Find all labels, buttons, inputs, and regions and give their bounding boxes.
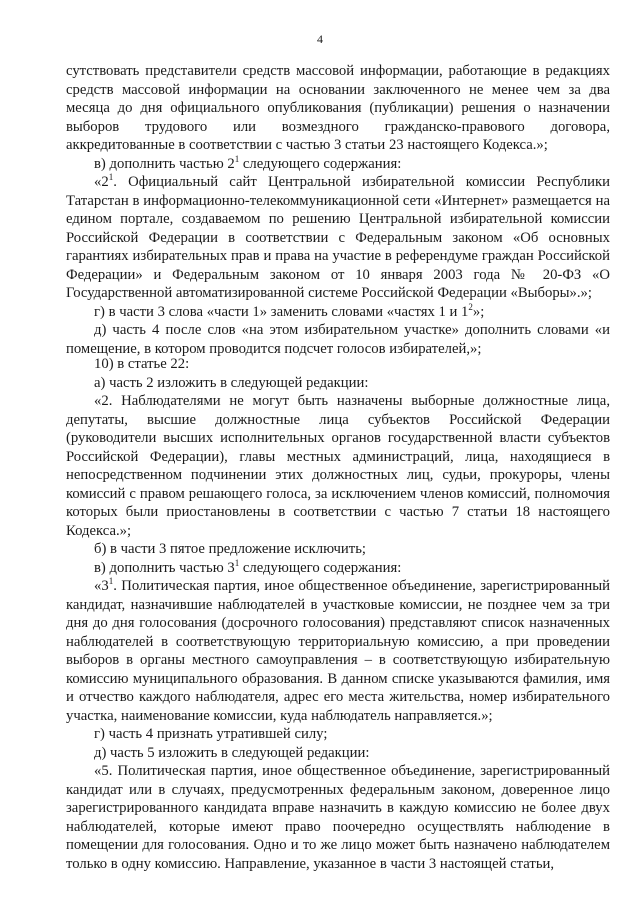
paragraph [66, 303, 610, 322]
superscript-number: 1 [108, 172, 114, 182]
superscript-number: 2 [468, 301, 473, 312]
paragraph [66, 321, 610, 358]
paragraph [66, 374, 610, 393]
superscript-number: 1 [234, 153, 240, 164]
text-block-1 [66, 62, 610, 358]
text-block-2 [66, 355, 610, 873]
paragraph [66, 744, 610, 763]
paragraph-text: «2. Наблюдателями не могут быть назначены выборные должностные лица, депутаты, высшие должностные лица субъектов Российской Федерации (руководители высших исполнительных органов государственной власти субъектов Российской Федерации), главы местных администраций, лица, находящиеся в непосредственном подчинении этих должностных лиц, судьи, прокуроры, члены комиссий с правом решающего голоса, за исключением членов комиссий, полномочия которых были приостановлены в соответствии с частью 7 статьи 18 настоящего Кодекса.»; [66, 393, 610, 539]
paragraph-text: г) в части 3 слова «части 1» заменить словами «частях 1 и 1 [94, 303, 469, 320]
paragraph-text-continued: »; [472, 303, 485, 320]
paragraph [66, 577, 610, 725]
paragraph-text: б) в части 3 пятое предложение исключить; [94, 541, 366, 557]
paragraph-text: в) дополнить частью 3 [94, 559, 235, 576]
paragraph [66, 355, 610, 374]
superscript-number: 1 [108, 576, 114, 586]
paragraph [66, 392, 610, 540]
paragraph [66, 155, 610, 174]
paragraph [66, 725, 610, 744]
page-number: 4 [317, 32, 323, 46]
paragraph [66, 173, 610, 303]
paragraph-text-continued: следующего содержания: [239, 559, 402, 576]
paragraph-text-continued: . Политическая партия, иное общественное объединение, зарегистрированный кандидат, назначившие наблюдателей в участковые комиссии, не позднее чем за три дня до дня голосования (досрочного голосования) представляют список назначенных наблюдателей в соответствующую территориальную комиссию, а при проведении выборов в органы местного самоуправления – в соответствующую избирательную комиссию муниципального образования. В данном списке указываются фамилия, имя и отчество каждого наблюдателя, адрес его места жительства, номер избирательного участка, наименование комиссии, куда наблюдатель направляется.»; [66, 578, 610, 724]
paragraph-text: г) часть 4 признать утратившей силу; [94, 726, 328, 742]
paragraph-text: 10) в статье 22: [94, 356, 190, 372]
paragraph-text: д) часть 5 изложить в следующей редакции: [94, 744, 370, 761]
paragraph [66, 559, 610, 578]
paragraph [66, 762, 610, 873]
paragraph-text: д) часть 4 после слов «на этом избирательном участке» дополнить словами «и помещение, в котором проводится подсчет голосов избирателей,»; [66, 322, 610, 357]
paragraph-text: в) дополнить частью 2 [94, 155, 235, 172]
paragraph [66, 62, 610, 155]
paragraph-text: «5. Политическая партия, иное общественное объединение, зарегистрированный кандидат или в случаях, предусмотренных федеральным законом, доверенное лицо зарегистрированного кандидата вправе назначить в каждую комиссию не более двух наблюдателей, которые имеют право поочередно осуществлять наблюдение в помещении для голосования. Одно и то же лицо может быть назначено наблюдателем только в одну комиссию. Направление, указанное в части 3 настоящей статьи, [66, 763, 610, 872]
paragraph-text: сутствовать представители средств массовой информации, работающие в редакциях средств массовой информации на основании заключенного не менее чем за два месяца до дня официального опубликования (публикации) решения о назначении выборов трудового или возмездного гражданско-правового договора, аккредитованные в соответствии с частью 3 статьи 23 настоящего Кодекса.»; [66, 63, 610, 153]
superscript-number: 1 [234, 557, 240, 568]
paragraph-text: «3 [94, 578, 109, 594]
paragraph-text: а) часть 2 изложить в следующей редакции: [94, 374, 369, 391]
paragraph-text-continued: . Официальный сайт Центральной избирательной комиссии Республики Татарстан в информационно-телекоммуникационной сети «Интернет» размещается на едином портале, создаваемом по решению Центральной избирательной комиссии Российской Федерации в соответствии с Федеральным законом «Об основных гарантиях избирательных прав и права на участие в референдуме граждан Российской Федерации» и Федеральным законом от 10 января 2003 года № 20-ФЗ «О Государственной автоматизированной системе Российской Федерации «Выборы».»; [66, 174, 610, 301]
paragraph-text-continued: следующего содержания: [239, 155, 402, 172]
paragraph-text: «2 [94, 174, 109, 190]
paragraph [66, 540, 610, 559]
